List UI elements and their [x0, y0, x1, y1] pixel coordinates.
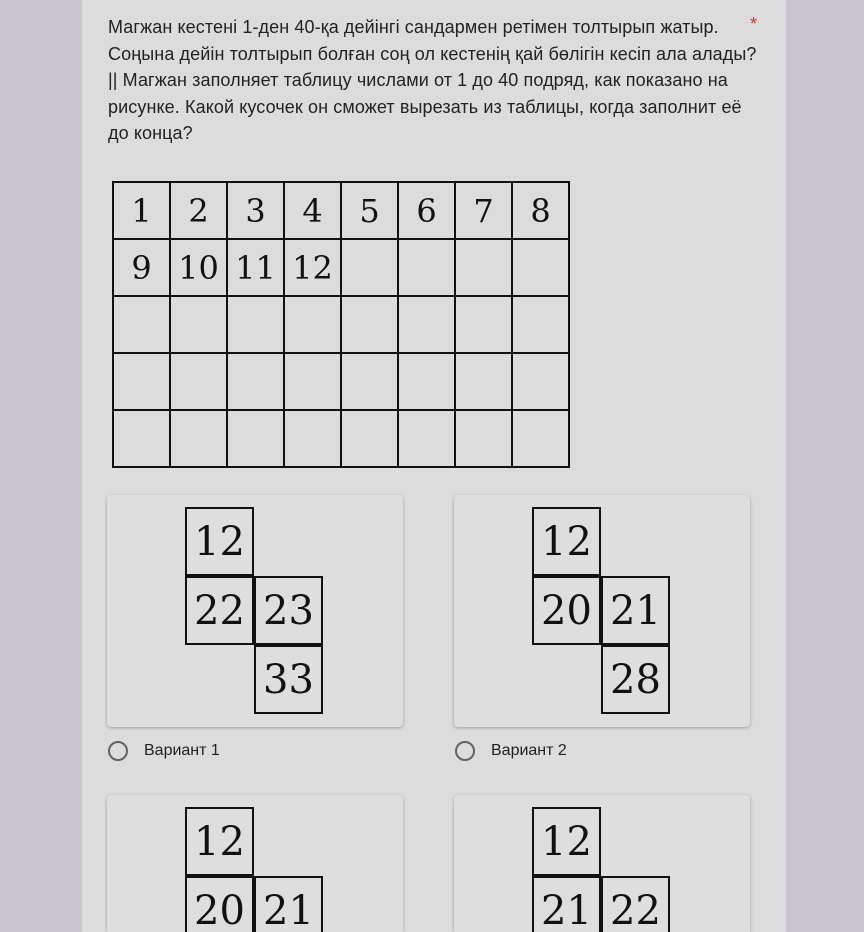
grid-cell [170, 410, 227, 467]
grid-cell [284, 296, 341, 353]
grid-piece [454, 495, 750, 727]
grid-cell: 4 [284, 182, 341, 239]
grid-cell [341, 410, 398, 467]
grid-cell [113, 296, 170, 353]
grid-row [113, 353, 569, 410]
piece-cell-mid-right: 22 [601, 876, 670, 932]
grid-cell [512, 410, 569, 467]
number-grid [112, 181, 570, 468]
grid-cell [398, 296, 455, 353]
option-1-radio-row[interactable] [108, 741, 220, 761]
grid-cell [455, 296, 512, 353]
piece-cell-mid-left: 20 [532, 576, 601, 645]
piece-cell-mid-right: 21 [254, 876, 323, 932]
piece-cell-mid-right: 23 [254, 576, 323, 645]
option-3-image[interactable] [107, 795, 403, 932]
grid-cell: 12 [284, 239, 341, 296]
grid-row [113, 182, 569, 239]
grid-cell: 10 [170, 239, 227, 296]
grid-row [113, 296, 569, 353]
grid-cell [341, 296, 398, 353]
option-1-image[interactable] [107, 495, 403, 727]
piece-cell-mid-left: 21 [532, 876, 601, 932]
option-2-image[interactable] [454, 495, 750, 727]
grid-cell [284, 353, 341, 410]
grid-cell [398, 239, 455, 296]
option-4-image[interactable] [454, 795, 750, 932]
grid-cell [398, 410, 455, 467]
piece-cell-bottom: 33 [254, 645, 323, 714]
grid-cell [512, 239, 569, 296]
piece-cell-top: 12 [185, 507, 254, 576]
grid-cell [227, 296, 284, 353]
grid-cell [398, 353, 455, 410]
grid-cell [113, 410, 170, 467]
grid-cell [227, 353, 284, 410]
radio-button[interactable] [455, 741, 475, 761]
grid-cell [512, 296, 569, 353]
grid-cell [227, 410, 284, 467]
option-label: Вариант 2 [491, 742, 567, 759]
question-text: Магжан кестені 1-ден 40-қа дейінгі сандармен ретімен толтырып жатыр. Соңына дейін толтырып болған соң ол кестенің қай бөлігін кесіп ала алады? || Магжан заполняет таблицу числами от 1 до 40 подряд, как показано на рисунке. Какой кусочек он сможет вырезать из таблицы, когда заполнит её до конца? [108, 17, 757, 143]
grid-cell [341, 239, 398, 296]
grid-cell [455, 353, 512, 410]
grid-cell: 9 [113, 239, 170, 296]
grid-cell [455, 410, 512, 467]
grid-cell: 1 [113, 182, 170, 239]
piece-cell-top: 12 [532, 807, 601, 876]
grid-cell: 7 [455, 182, 512, 239]
grid-cell: 2 [170, 182, 227, 239]
grid-cell [455, 239, 512, 296]
option-label: Вариант 1 [144, 742, 220, 759]
piece-cell-mid-right: 21 [601, 576, 670, 645]
grid-piece [454, 795, 750, 932]
grid-row [113, 239, 569, 296]
grid-cell: 8 [512, 182, 569, 239]
grid-cell [512, 353, 569, 410]
piece-cell-mid-left: 22 [185, 576, 254, 645]
grid-piece [107, 795, 403, 932]
grid-cell: 11 [227, 239, 284, 296]
grid-cell [170, 296, 227, 353]
grid-cell [170, 353, 227, 410]
piece-cell-top: 12 [532, 507, 601, 576]
piece-cell-mid-left: 20 [185, 876, 254, 932]
grid-cell: 6 [398, 182, 455, 239]
piece-cell-bottom: 28 [601, 645, 670, 714]
piece-cell-top: 12 [185, 807, 254, 876]
grid-cell: 3 [227, 182, 284, 239]
radio-button[interactable] [108, 741, 128, 761]
grid-cell [284, 410, 341, 467]
grid-cell: 5 [341, 182, 398, 239]
grid-cell [113, 353, 170, 410]
required-asterisk: * [750, 14, 758, 34]
grid-row [113, 410, 569, 467]
grid-cell [341, 353, 398, 410]
option-2-radio-row[interactable] [455, 741, 567, 761]
grid-piece [107, 495, 403, 727]
